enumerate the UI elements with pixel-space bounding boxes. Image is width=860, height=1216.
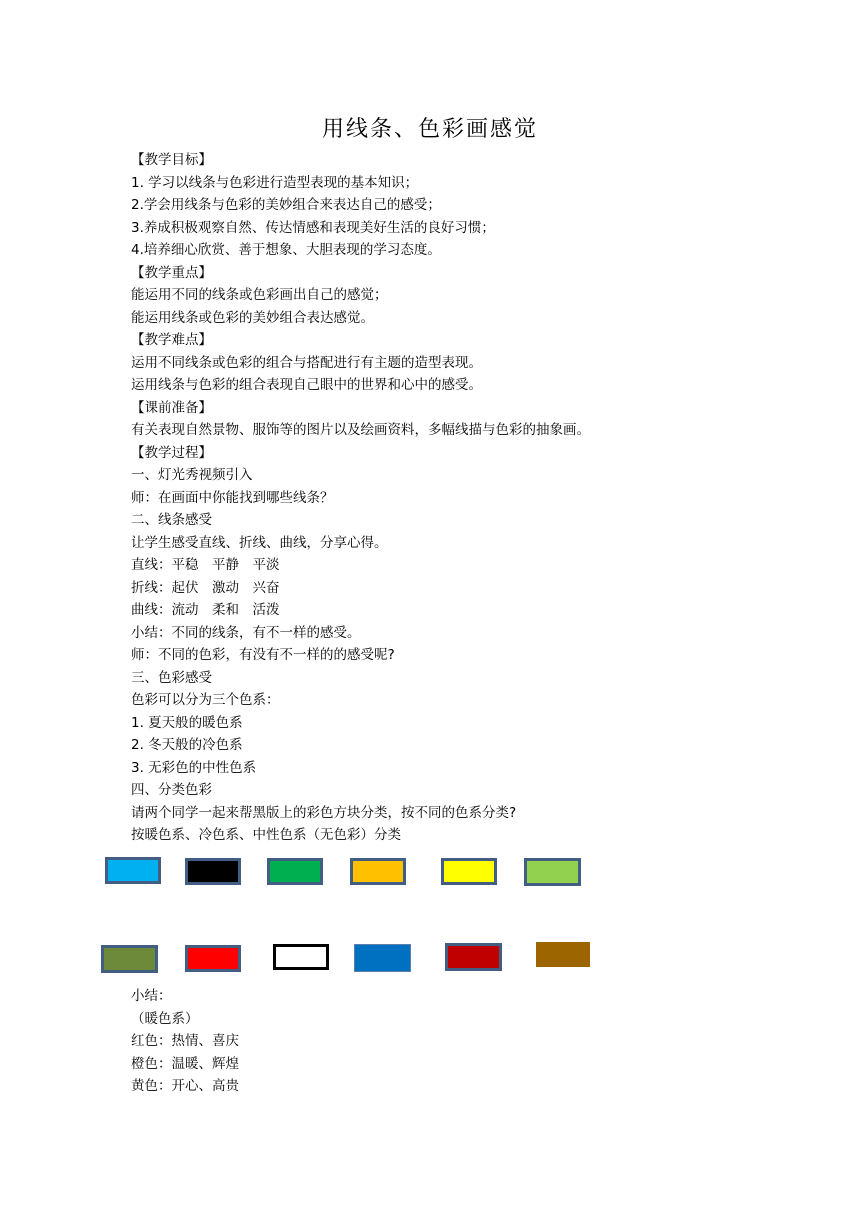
- text-line: 让学生感受直线、折线、曲线，分享心得。: [131, 534, 388, 551]
- text-line: 2. 冬天般的冷色系: [131, 737, 243, 753]
- text-line: 二、线条感受: [131, 512, 212, 528]
- color-swatch-olive: [101, 945, 158, 973]
- color-swatch-brown: [536, 942, 590, 967]
- text-line: 运用线条与色彩的组合表现自己眼中的世界和心中的感受。: [131, 377, 482, 393]
- color-swatch-yellow: [441, 858, 497, 885]
- text-line: 按暖色系、冷色系、中性色系（无色彩）分类: [131, 827, 401, 843]
- text-line: 1. 学习以线条与色彩进行造型表现的基本知识；: [131, 174, 419, 191]
- section-heading-preparation: 【课前准备】: [131, 399, 212, 416]
- text-line: 能运用不同的线条或色彩画出自己的感觉；: [131, 287, 388, 303]
- text-line: 师：不同的色彩，有没有不一样的的感受呢?: [131, 647, 395, 663]
- color-swatch-black: [185, 858, 241, 885]
- text-line: 四、分类色彩: [131, 782, 212, 798]
- color-swatch-orange: [350, 858, 406, 885]
- text-line: 运用不同线条或色彩的组合与搭配进行有主题的造型表现。: [131, 354, 482, 371]
- summary-subheading-warm: （暖色系）: [131, 1010, 199, 1027]
- section-heading-objectives: 【教学目标】: [131, 152, 212, 168]
- text-line: 请两个同学一起来帮黑版上的彩色方块分类，按不同的色系分类?: [131, 804, 517, 821]
- text-line: 色彩可以分为三个色系：: [131, 692, 280, 708]
- color-swatch-dark-red: [445, 943, 502, 971]
- text-line: 折线：起伏 激动 兴奋: [131, 579, 280, 596]
- text-line: 一、灯光秀视频引入: [131, 467, 253, 483]
- text-line: 4.培养细心欣赏、善于想象、大胆表现的学习态度。: [131, 242, 441, 258]
- summary-line-orange: 橙色：温暖、辉煌: [131, 1055, 239, 1072]
- section-heading-process: 【教学过程】: [131, 444, 212, 461]
- color-swatch-blue: [354, 944, 411, 972]
- document-title: 用线条、色彩画感觉: [321, 117, 538, 142]
- text-line: 小结：不同的线条，有不一样的感受。: [131, 624, 361, 641]
- text-line: 有关表现自然景物、服饰等的图片以及绘画资料，多幅线描与色彩的抽象画。: [131, 422, 590, 438]
- text-line: 直线：平稳 平静 平淡: [131, 557, 280, 573]
- summary-line-red: 红色：热情、喜庆: [131, 1033, 239, 1049]
- color-swatch-green: [267, 858, 323, 885]
- text-line: 3.养成积极观察自然、传达情感和表现美好生活的良好习惯；: [131, 219, 495, 236]
- summary-line-yellow: 黄色：开心、高贵: [131, 1078, 239, 1094]
- text-line: 曲线：流动 柔和 活泼: [131, 602, 280, 618]
- lesson-plan-body: [131, 149, 791, 847]
- color-swatch-white: [273, 944, 329, 970]
- section-heading-difficulties: 【教学难点】: [131, 332, 212, 348]
- text-line: 2.学会用线条与色彩的美妙组合来表达自己的感受；: [131, 197, 441, 213]
- section-heading-key-points: 【教学重点】: [131, 264, 212, 281]
- text-line: 师：在画面中你能找到哪些线条？: [131, 489, 334, 506]
- text-line: 三、色彩感受: [131, 669, 212, 686]
- summary-heading: 小结：: [131, 988, 172, 1004]
- color-swatch-red: [185, 945, 241, 972]
- text-line: 能运用线条或色彩的美妙组合表达感觉。: [131, 309, 374, 326]
- color-swatch-light-green: [524, 858, 581, 886]
- text-line: 3. 无彩色的中性色系: [131, 759, 257, 776]
- color-swatch-sky-blue: [105, 857, 161, 884]
- text-line: 1. 夏天般的暖色系: [131, 714, 243, 731]
- summary-section: [131, 985, 631, 1098]
